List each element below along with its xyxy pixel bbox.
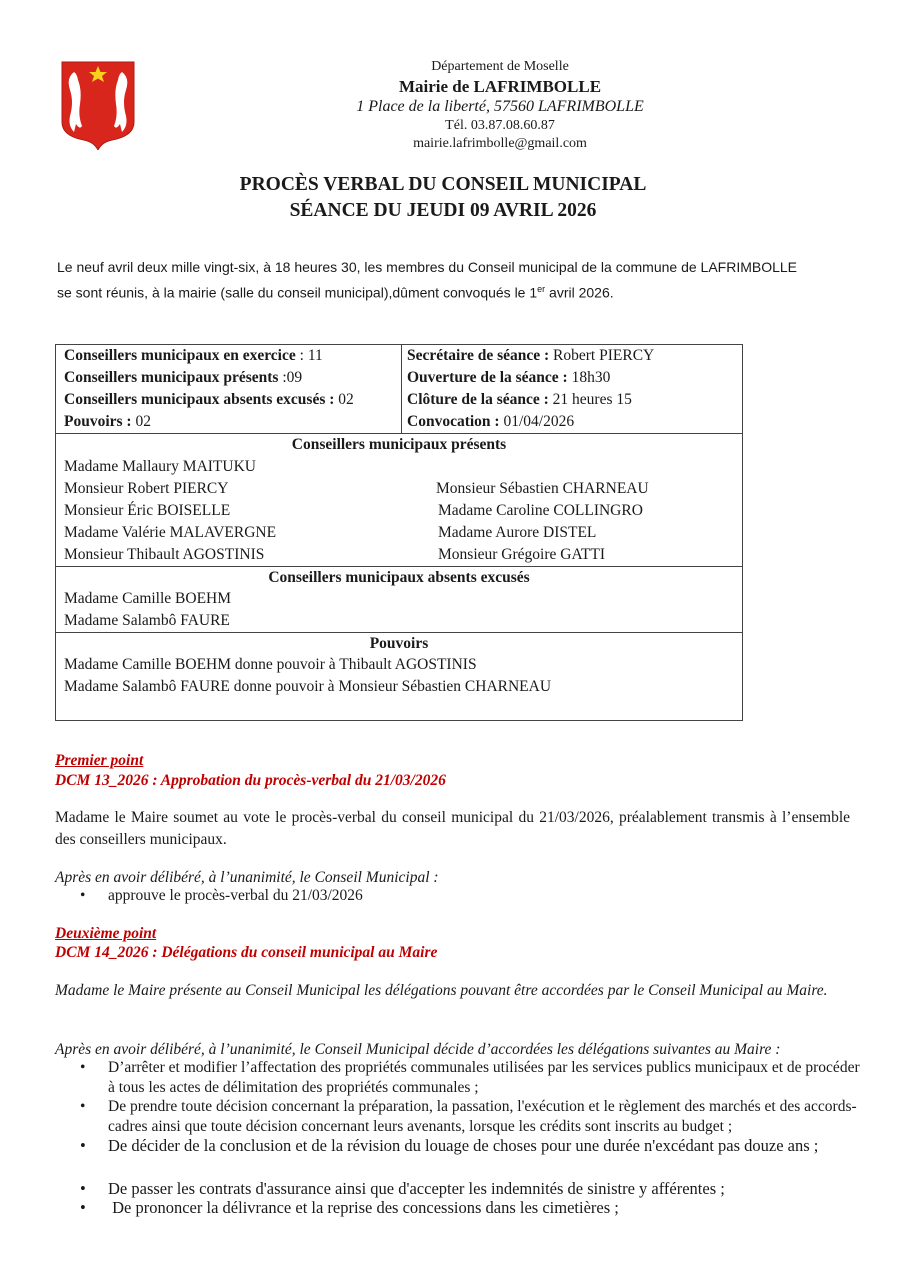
point2-title: DCM 14_2026 : Délégations du conseil municipal au Maire xyxy=(55,944,438,961)
mairie-name: Mairie de LAFRIMBOLLE xyxy=(398,77,602,96)
summary-row xyxy=(407,347,654,365)
document-title-line2: SÉANCE DU JEUDI 09 AVRIL 2026 xyxy=(289,200,597,221)
table-divider xyxy=(56,566,742,567)
bullet-icon: • xyxy=(80,1198,86,1217)
summary-value: 11 xyxy=(307,347,323,364)
point2-text: Madame le Maire présente au Conseil Municipal les délégations pouvant être accordées par le Conseil Municipal au Maire. xyxy=(55,982,828,999)
present-member: Madame Aurore DISTEL xyxy=(438,524,597,541)
summary-row xyxy=(64,391,354,409)
summary-value: Robert PIERCY xyxy=(553,347,655,364)
intro-text: se sont réunis, à la mairie (salle du conseil municipal),dûment convoqués le 1 xyxy=(57,284,538,301)
point2-bullet xyxy=(80,1136,860,1156)
present-member: Madame Caroline COLLINGRO xyxy=(438,502,643,519)
bullet-icon: • xyxy=(80,1059,86,1076)
summary-label: Clôture de la séance : xyxy=(407,391,549,408)
present-member: Monsieur Éric BOISELLE xyxy=(64,502,231,519)
point1-label: Premier point xyxy=(55,752,144,769)
bullet-text: De prononcer la délivrance et la reprise des concessions dans les cimetières ; xyxy=(108,1198,619,1217)
present-member: Madame Valérie MALAVERGNE xyxy=(64,524,277,541)
present-member: Monsieur Sébastien CHARNEAU xyxy=(436,480,649,497)
pouvoir-item: Madame Salambô FAURE donne pouvoir à Monsieur Sébastien CHARNEAU xyxy=(64,678,552,695)
summary-row xyxy=(64,413,151,431)
point2-bullet xyxy=(80,1198,860,1218)
summary-row xyxy=(407,391,632,409)
bullet-text: D’arrêter et modifier l’affectation des propriétés communales utilisées par les services publics municipaux et de procéder à tous les actes de délimitation des propriétés communales ; xyxy=(108,1059,860,1096)
absent-member: Madame Camille BOEHM xyxy=(64,590,232,607)
table-divider xyxy=(56,433,742,434)
present-member: Monsieur Grégoire GATTI xyxy=(438,546,606,563)
bullet-icon: • xyxy=(80,887,86,904)
summary-value: 21 heures 15 xyxy=(552,391,632,408)
summary-sep: : xyxy=(278,369,287,386)
bullet-text: De passer les contrats d'assurance ainsi que d'accepter les indemnités de sinistre y afférentes ; xyxy=(108,1179,725,1198)
bullet-text: De prendre toute décision concernant la préparation, la passation, l'exécution et le règlement des marchés et des accords-cadres ainsi que toute décision concernant leurs avenants, lorsque les crédits sont inscrits au budget ; xyxy=(108,1098,857,1135)
point1-title: DCM 13_2026 : Approbation du procès-verbal du 21/03/2026 xyxy=(55,772,446,789)
present-heading: Conseillers municipaux présents xyxy=(291,436,507,453)
summary-label: Conseillers municipaux absents excusés : xyxy=(64,391,335,408)
point1-text: Madame le Maire soumet au vote le procès-verbal du conseil municipal du 21/03/2026, préalablement transmis à l’ensemble des conseillers municipaux. xyxy=(55,809,850,848)
summary-value: 01/04/2026 xyxy=(503,413,575,430)
present-member: Madame Mallaury MAITUKU xyxy=(64,458,256,475)
point2-bullet xyxy=(80,1058,860,1098)
absent-member: Madame Salambô FAURE xyxy=(64,612,230,629)
summary-value: 02 xyxy=(338,391,354,408)
present-member: Monsieur Thibault AGOSTINIS xyxy=(64,546,265,563)
pouvoir-item: Madame Camille BOEHM donne pouvoir à Thibault AGOSTINIS xyxy=(64,656,477,673)
attendance-table xyxy=(55,344,743,721)
summary-row xyxy=(64,369,302,387)
summary-label: Conseillers municipaux présents xyxy=(64,369,279,386)
summary-label: Conseillers municipaux en exercice xyxy=(64,347,296,364)
department-name: Département de Moselle xyxy=(431,59,569,74)
point1-decision: Après en avoir délibéré, à l’unanimité, le Conseil Municipal : xyxy=(55,869,439,886)
summary-row xyxy=(407,369,610,387)
absent-heading: Conseillers municipaux absents excusés xyxy=(268,569,530,586)
summary-value: 09 xyxy=(286,369,303,386)
pouvoirs-heading: Pouvoirs xyxy=(369,635,429,652)
summary-label: Secrétaire de séance : xyxy=(407,347,550,364)
point2-bullet xyxy=(80,1097,860,1137)
summary-sep: : xyxy=(295,347,308,364)
intro-superscript: er xyxy=(537,284,546,294)
mairie-address: 1 Place de la liberté, 57560 LAFRIMBOLLE xyxy=(356,98,644,115)
summary-label: Ouverture de la séance : xyxy=(407,369,568,386)
bullet-icon: • xyxy=(80,1098,86,1115)
bullet-icon: • xyxy=(80,1179,86,1198)
mairie-email: mairie.lafrimbolle@gmail.com xyxy=(413,136,587,151)
point2-label: Deuxième point xyxy=(55,925,157,942)
summary-row xyxy=(64,347,323,365)
summary-label: Pouvoirs : xyxy=(64,413,132,430)
point2-decision: Après en avoir délibéré, à l’unanimité, le Conseil Municipal décide d’accordées les délégations suivantes au Maire : xyxy=(55,1041,781,1058)
table-divider xyxy=(401,345,402,433)
summary-row xyxy=(407,413,574,431)
intro-line1: Le neuf avril deux mille vingt-six, à 18 heures 30, les membres du Conseil municipal de la commune de LAFRIMBOLLE xyxy=(57,259,798,275)
summary-value: 18h30 xyxy=(571,369,611,386)
point1-bullet xyxy=(80,886,860,906)
summary-value: 02 xyxy=(135,413,151,430)
bullet-text: approuve le procès-verbal du 21/03/2026 xyxy=(108,887,363,904)
present-member: Monsieur Robert PIERCY xyxy=(64,480,229,497)
mairie-phone: Tél. 03.87.08.60.87 xyxy=(445,118,555,133)
intro-line2 xyxy=(57,284,614,301)
intro-text-end: avril 2026. xyxy=(545,284,614,301)
summary-label: Convocation : xyxy=(407,413,500,430)
commune-crest-logo xyxy=(60,60,136,150)
point2-bullet xyxy=(80,1179,860,1199)
document-title-line1: PROCÈS VERBAL DU CONSEIL MUNICIPAL xyxy=(239,174,647,195)
bullet-icon: • xyxy=(80,1136,86,1155)
bullet-text: De décider de la conclusion et de la révision du louage de choses pour une durée n'excédant pas douze ans ; xyxy=(108,1136,819,1155)
table-divider xyxy=(56,632,742,633)
